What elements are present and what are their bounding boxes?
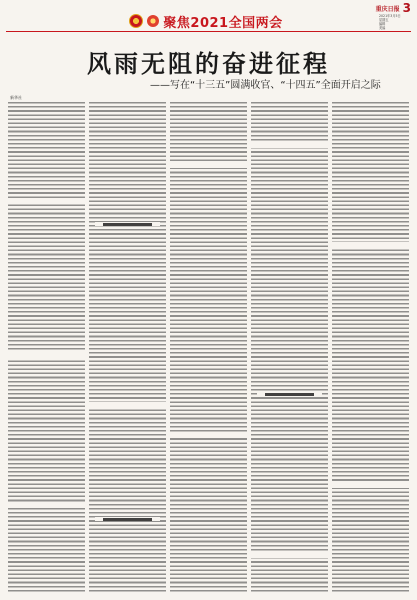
section-subtitle bbox=[95, 222, 160, 226]
masthead bbox=[376, 2, 411, 14]
meta-designer: 美编 bbox=[379, 26, 386, 30]
paragraph-break bbox=[8, 502, 85, 508]
body-column-4 bbox=[251, 102, 328, 594]
paragraph-break bbox=[89, 402, 166, 408]
paragraph-break bbox=[332, 482, 409, 488]
paragraph-break bbox=[332, 242, 409, 248]
article-headline: 风雨无阻的奋进征程 bbox=[87, 49, 330, 78]
paragraph-break bbox=[170, 432, 247, 438]
section-title: 聚焦2021全国两会 bbox=[163, 15, 283, 31]
body-column-2 bbox=[89, 102, 166, 594]
emblem-icon bbox=[129, 14, 143, 28]
section-banner bbox=[86, 12, 326, 30]
body-column-3 bbox=[170, 102, 247, 594]
paragraph-break bbox=[251, 142, 328, 148]
flower-icon bbox=[147, 15, 159, 27]
body-column-1 bbox=[8, 102, 85, 594]
meta-date: 2021年3月5日 bbox=[379, 14, 401, 18]
paper-name: 重庆日报 bbox=[375, 5, 400, 13]
article-byline: 新华社 bbox=[10, 95, 22, 100]
banner-divider bbox=[6, 31, 411, 32]
paragraph-break bbox=[170, 162, 247, 168]
page-number: 3 bbox=[402, 1, 411, 15]
section-subtitle bbox=[257, 392, 322, 396]
article-body bbox=[8, 102, 409, 594]
meta-editor: 编辑 bbox=[379, 22, 386, 26]
body-column-5 bbox=[332, 102, 409, 594]
article-subhead: ——写在“十三五”圆满收官、“十四五”全面开启之际 bbox=[150, 80, 381, 91]
section-subtitle bbox=[95, 517, 160, 521]
paragraph-break bbox=[8, 352, 85, 358]
paragraph-break bbox=[251, 552, 328, 558]
paragraph-break bbox=[8, 198, 85, 204]
meta-weekday: 星期五 bbox=[379, 18, 389, 22]
page-meta bbox=[379, 14, 411, 30]
